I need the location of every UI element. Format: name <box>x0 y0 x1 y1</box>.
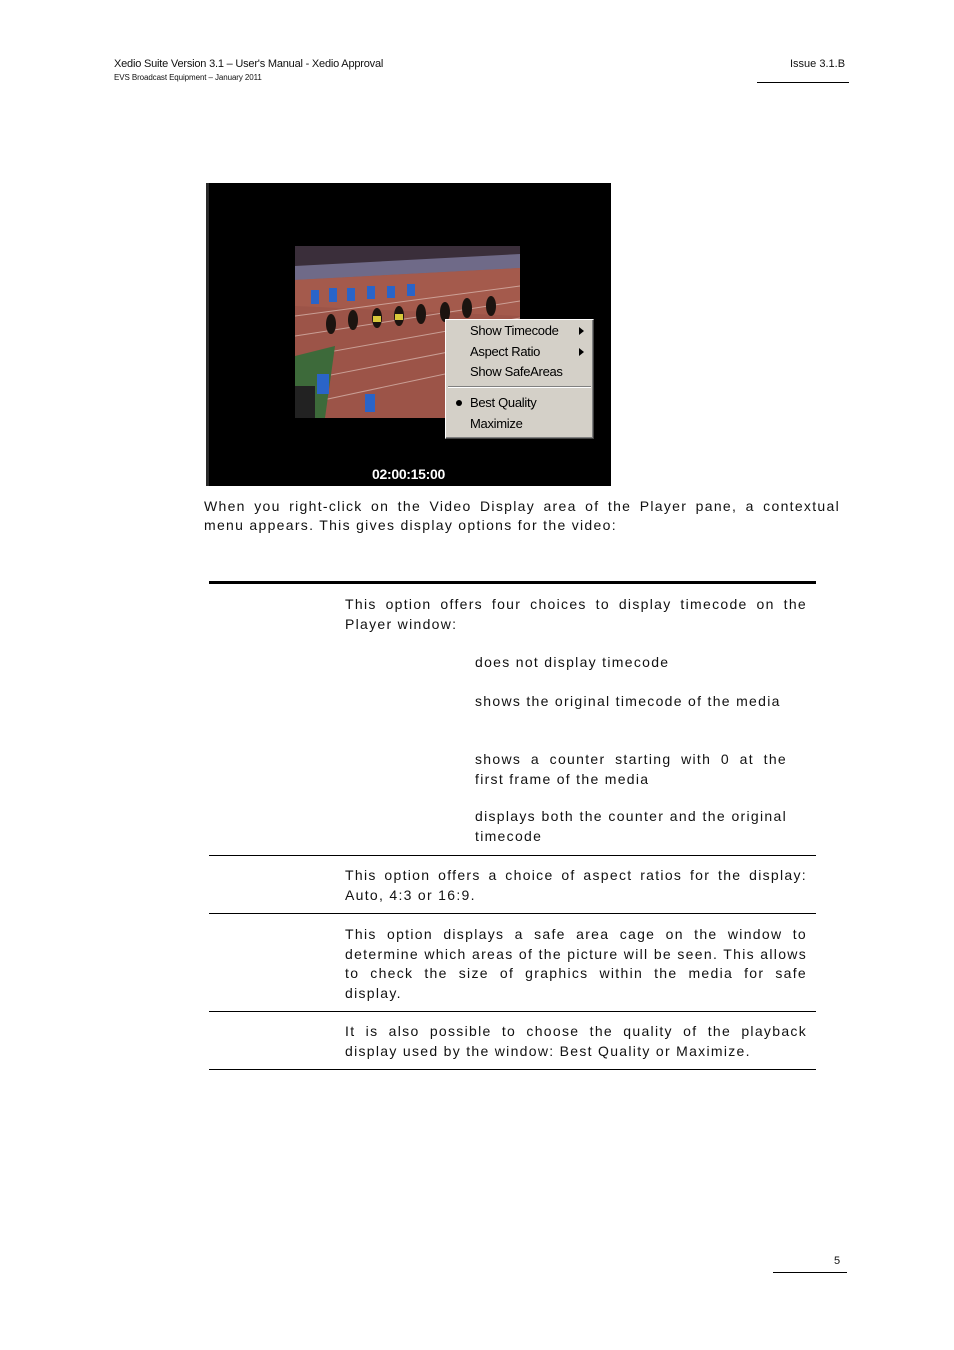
timecode-option-1: does not display timecode <box>475 654 670 670</box>
issue-label: Issue 3.1.B <box>790 58 846 70</box>
table-bottom-rule <box>209 1069 816 1070</box>
document-subtitle: EVS Broadcast Equipment – January 2011 <box>114 73 262 82</box>
timecode-option-3: shows a counter starting with 0 at the first frame of the media <box>475 751 787 787</box>
menu-item-label: Aspect Ratio <box>470 344 541 359</box>
menu-item-maximize[interactable] <box>470 414 588 434</box>
radio-bullet-icon <box>456 400 462 406</box>
table-row-divider <box>209 855 816 856</box>
page-number: 5 <box>834 1255 841 1267</box>
menu-item-label: Show Timecode <box>470 323 559 338</box>
menu-item-show-safeareas[interactable] <box>470 362 588 382</box>
document-title: Xedio Suite Version 3.1 – User's Manual - Xedio Approval <box>114 58 384 70</box>
show-timecode-description: This option offers four choices to display timecode on the Player window: <box>345 596 807 632</box>
timecode-option-2: shows the original timecode of the media <box>475 693 781 709</box>
submenu-arrow-icon <box>579 348 584 356</box>
footer-rule <box>773 1272 847 1273</box>
aspect-ratio-description: This option offers a choice of aspect ratios for the display: Auto, 4:3 or 16:9. <box>345 867 807 903</box>
intro-paragraph: When you right-click on the Video Display area of the Player pane, a contextual menu appears. This gives display options for the video: <box>204 498 840 533</box>
menu-item-show-timecode[interactable] <box>470 321 588 341</box>
menu-item-aspect-ratio[interactable] <box>470 342 588 362</box>
menu-item-label: Best Quality <box>470 395 537 410</box>
menu-item-best-quality[interactable] <box>470 393 588 413</box>
menu-item-label: Maximize <box>470 416 523 431</box>
context-menu <box>445 319 594 439</box>
table-row-divider <box>209 913 816 914</box>
timecode-option-4: displays both the counter and the original timecode <box>475 808 787 844</box>
table-row-divider <box>209 1011 816 1012</box>
header-rule <box>757 82 849 83</box>
table-top-rule <box>209 581 816 584</box>
menu-separator <box>448 386 591 388</box>
video-display-area[interactable] <box>206 183 611 486</box>
menu-item-label: Show SafeAreas <box>470 364 563 379</box>
submenu-arrow-icon <box>579 327 584 335</box>
safeareas-description: This option displays a safe area cage on the window to determine which areas of the picture will be seen. This allows to check the size of graphics within the media for safe display. <box>345 926 807 1001</box>
timecode-display: 02:00:15:00 <box>372 466 445 482</box>
quality-description: It is also possible to choose the quality of the playback display used by the window: Best Quality or Maximize. <box>345 1023 807 1059</box>
